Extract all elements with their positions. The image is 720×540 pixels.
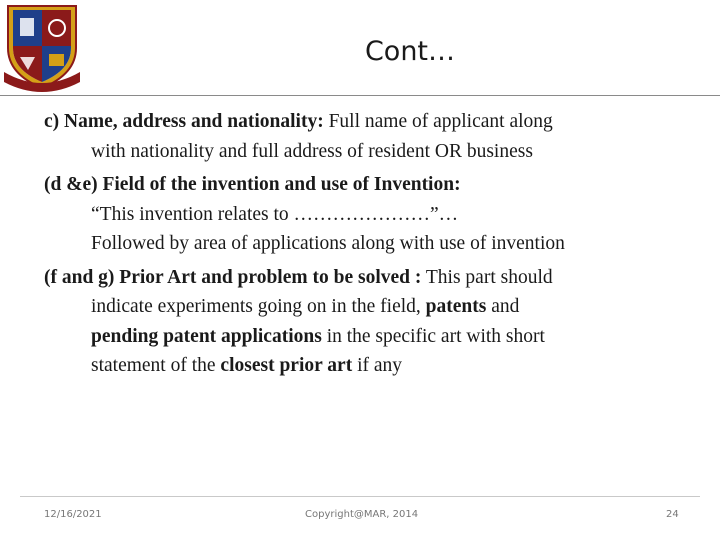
para-fg-line3 — [44, 322, 545, 352]
para-fg-text3: in the specific art with short — [321, 325, 545, 347]
footer-copyright: Copyright@MAR, 2014 — [305, 509, 419, 520]
para-fg-and: and — [486, 296, 520, 317]
slide-body — [44, 107, 694, 385]
slide-title: Cont… — [364, 36, 456, 67]
para-c-heading: c) Name, address and nationality: — [44, 111, 324, 132]
para-fg-text4: statement of the — [91, 355, 216, 376]
university-crest-logo — [2, 2, 82, 92]
para-fg-line2 — [44, 292, 519, 322]
title-divider — [0, 95, 720, 96]
para-fg-heading: (f and g) Prior Art and problem to be solved : — [44, 266, 422, 288]
para-fg-line4 — [44, 351, 402, 381]
para-de-line1: “This invention relates to …………………”… — [91, 203, 459, 225]
paragraph-fg — [44, 263, 694, 381]
footer-date: 12/16/2021 — [44, 509, 102, 520]
para-fg-text5: if any — [352, 355, 403, 376]
footer-page-number: 24 — [666, 509, 679, 520]
para-fg-text1: This part should — [421, 266, 553, 288]
para-fg-text2: indicate experiments going on in the field, — [91, 296, 421, 317]
para-de-heading: (d &e) Field of the invention and use of Invention: — [44, 174, 461, 195]
para-c-text2: with nationality and full address of resident OR business — [91, 140, 533, 162]
paragraph-de — [44, 170, 694, 259]
para-de-line2: Followed by area of applications along with use of invention — [91, 233, 565, 254]
para-c-line1 — [44, 111, 553, 132]
para-fg-patents: patents — [425, 296, 487, 317]
crest-icon — [2, 2, 82, 92]
footer-divider — [20, 496, 700, 497]
para-c-text1: Full name of applicant along — [323, 111, 553, 132]
para-fg-pending: pending patent applications — [91, 325, 322, 347]
paragraph-c — [44, 107, 694, 166]
para-fg-closest: closest prior art — [220, 355, 353, 376]
